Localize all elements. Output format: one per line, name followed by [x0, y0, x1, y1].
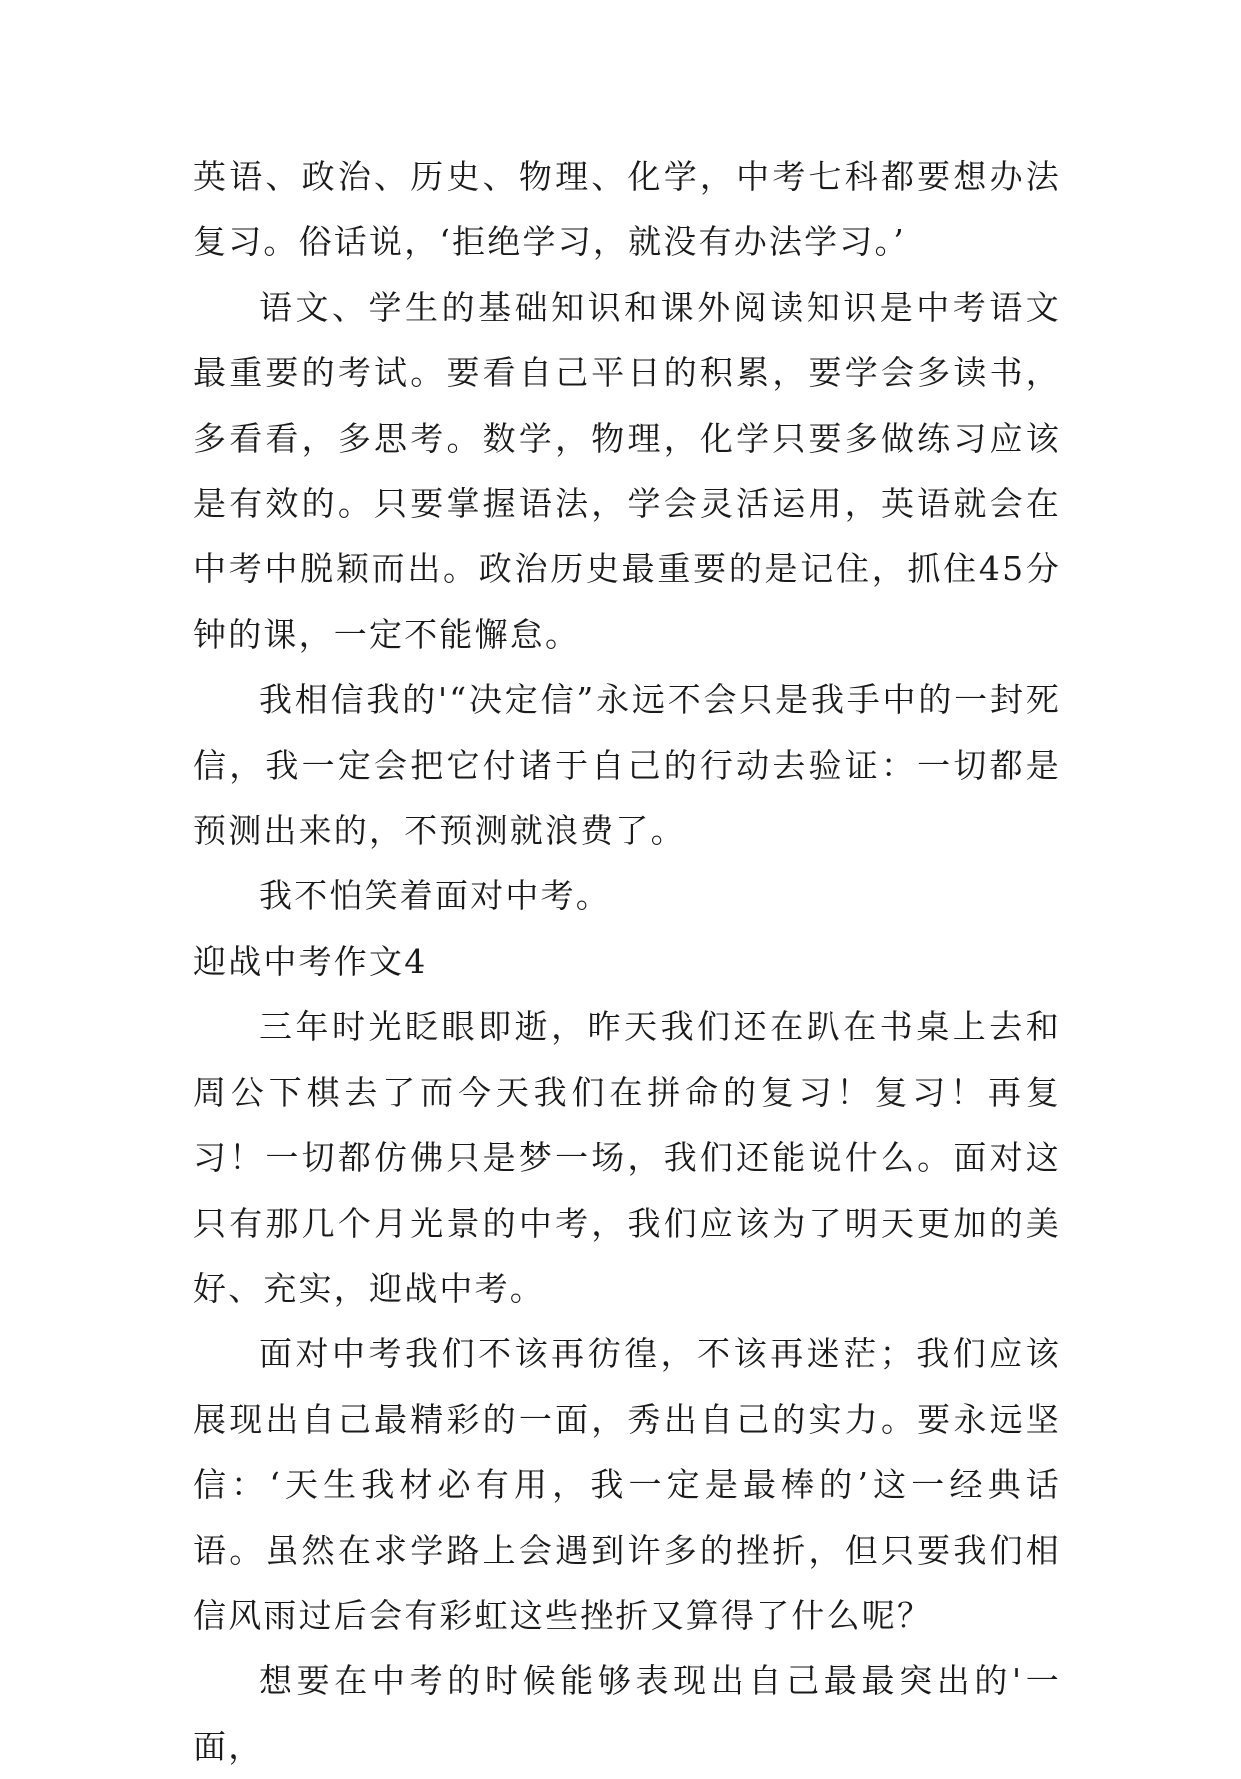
section-paragraph-2: 面对中考我们不该再彷徨，不该再迷茫；我们应该展现出自己最精彩的一面，秀出自己的实力。要永远坚信：‘天生我材必有用，我一定是最棒的’这一经典话语。虽然在求学路上会遇到许多的挫折，但只要我们相信风雨过后会有彩虹这些挫折又算得了什么呢？: [193, 1334, 1061, 1635]
paragraph-2: 语文、学生的基础知识和课外阅读知识是中考语文最重要的考试。要看自己平日的积累，要学会多读书，多看看，多思考。数学，物理，化学只要多做练习应该是有效的。只要掌握语法，学会灵活运用，英语就会在中考中脱颖而出。政治历史最重要的是记住，抓住45分钟的课，一定不能懈怠。: [193, 287, 1061, 654]
section-paragraph-3: 想要在中考的时候能够表现出自己最最突出的'一面，: [193, 1661, 1061, 1766]
paragraph-3: 我相信我的'“决定信”永远不会只是我手中的一封死信，我一定会把它付诸于自己的行动去验证：一切都是预测出来的，不预测就浪费了。: [193, 680, 1061, 851]
paragraph-4: 我不怕笑着面对中考。: [259, 876, 611, 916]
paragraph-1: 英语、政治、历史、物理、化学，中考七科都要想办法复习。俗话说，‘拒绝学习，就没有办法学习。’: [193, 157, 1061, 262]
section-paragraph-1: 三年时光眨眼即逝，昨天我们还在趴在书桌上去和周公下棋去了而今天我们在拼命的复习！复习！再复习！一切都仿佛只是梦一场，我们还能说什么。面对这只有那几个月光景的中考，我们应该为了明天更加的美好、充实，迎战中考。: [193, 1007, 1061, 1308]
section-title: 迎战中考作文4: [193, 941, 428, 981]
document-page: [193, 144, 1061, 1779]
